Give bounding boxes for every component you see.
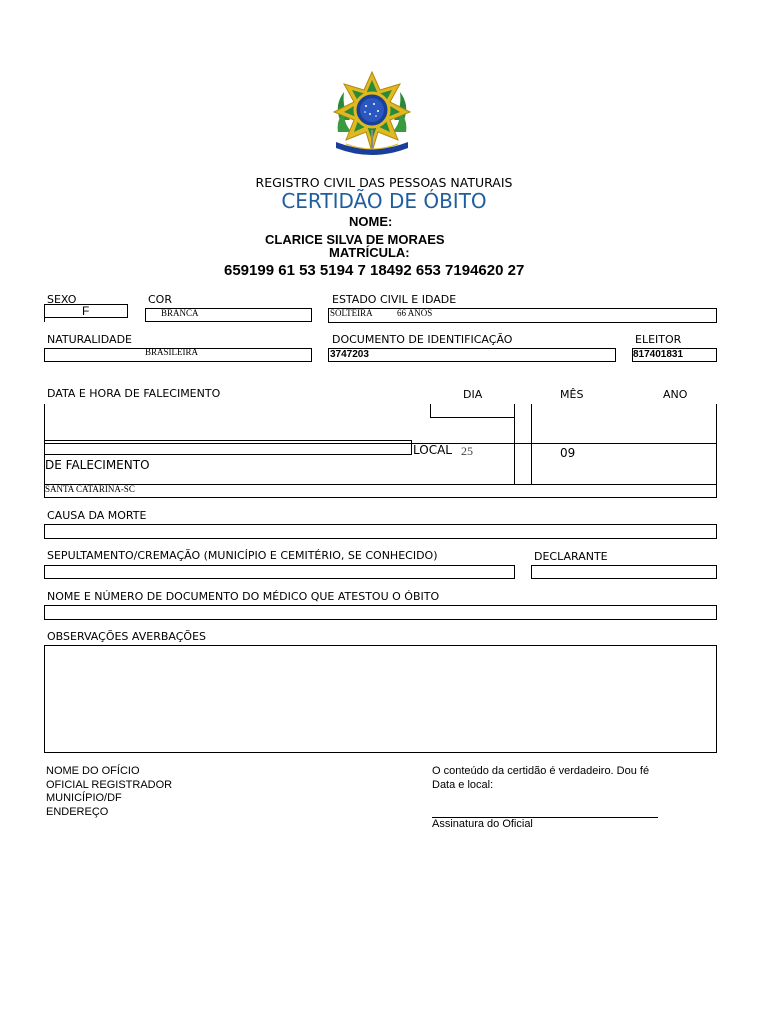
observacoes-label: OBSERVAÇÕES AVERBAÇÕES	[47, 630, 206, 643]
local-field	[44, 484, 717, 498]
naturalidade-value: BRASILEIRA	[145, 347, 199, 357]
naturalidade-label: NATURALIDADE	[47, 333, 132, 346]
hora-field	[44, 440, 412, 455]
oficio-name: NOME DO OFÍCIO	[46, 765, 140, 777]
oficial-registrador: OFICIAL REGISTRADOR	[46, 778, 173, 791]
page-title: CERTIDÃO DE ÓBITO	[281, 189, 487, 213]
endereco: ENDEREÇO	[46, 805, 109, 818]
statement-text: O conteúdo da certidão é verdadeiro. Dou fé	[432, 765, 650, 777]
declarante-label: DECLARANTE	[534, 550, 608, 563]
eleitor-label: ELEITOR	[635, 333, 682, 346]
medico-label: NOME E NÚMERO DE DOCUMENTO DO MÉDICO QUE ATESTOU O ÓBITO	[47, 590, 440, 603]
causa-field	[44, 524, 717, 539]
idade-value: 66 ANOS	[397, 308, 433, 318]
data-falecimento-label: DATA E HORA DE FALECIMENTO	[47, 387, 221, 400]
matricula-label: MATRÍCULA:	[329, 245, 410, 260]
registry-heading: REGISTRO CIVIL DAS PESSOAS NATURAIS	[255, 175, 513, 190]
declarante-field	[531, 565, 717, 579]
mes-label: MÊS	[560, 388, 584, 401]
estado-civil-value: SOLTEIRA	[330, 308, 373, 318]
cor-value: BRANCA	[161, 308, 199, 318]
ano-label: ANO	[663, 388, 688, 401]
signature-label: Assinatura do Oficial	[432, 818, 533, 830]
local-label: LOCAL	[413, 443, 452, 457]
sexo-label: SEXO	[47, 293, 77, 306]
dia-label: DIA	[463, 388, 483, 401]
matricula-value: 659199 61 53 5194 7 18492 653 7194620 27	[224, 262, 525, 279]
documento-label: DOCUMENTO DE IDENTIFICAÇÃO	[332, 333, 513, 346]
observacoes-field	[44, 645, 717, 753]
eleitor-value: 817401831	[633, 349, 684, 360]
sepultamento-label: SEPULTAMENTO/CREMAÇÃO (MUNICÍPIO E CEMITÉRIO, SE CONHECIDO)	[47, 549, 438, 562]
brazil-coat-of-arms-icon	[330, 70, 414, 158]
estado-civil-field	[328, 308, 717, 323]
documento-value: 3747203	[330, 349, 369, 360]
name-label: NOME:	[349, 214, 393, 229]
statement-block	[432, 765, 649, 792]
sexo-value: F	[82, 304, 90, 318]
documento-field	[328, 348, 616, 362]
municipio: MUNICÍPIO/DF	[46, 792, 122, 804]
sepultamento-field	[44, 565, 515, 579]
causa-label: CAUSA DA MORTE	[47, 509, 147, 522]
cor-label: COR	[148, 293, 172, 306]
estado-civil-label: ESTADO CIVIL E IDADE	[332, 293, 457, 306]
oficio-block	[46, 765, 172, 819]
medico-field	[44, 605, 717, 620]
local-label-cont: DE FALECIMENTO	[45, 458, 150, 472]
local-value: SANTA CATARINA-SC	[45, 484, 135, 494]
dia-value: 25	[461, 444, 473, 458]
mes-value: 09	[560, 446, 576, 460]
data-local-label: Data e local:	[432, 778, 494, 791]
name-value: CLARICE SILVA DE MORAES	[265, 232, 445, 247]
